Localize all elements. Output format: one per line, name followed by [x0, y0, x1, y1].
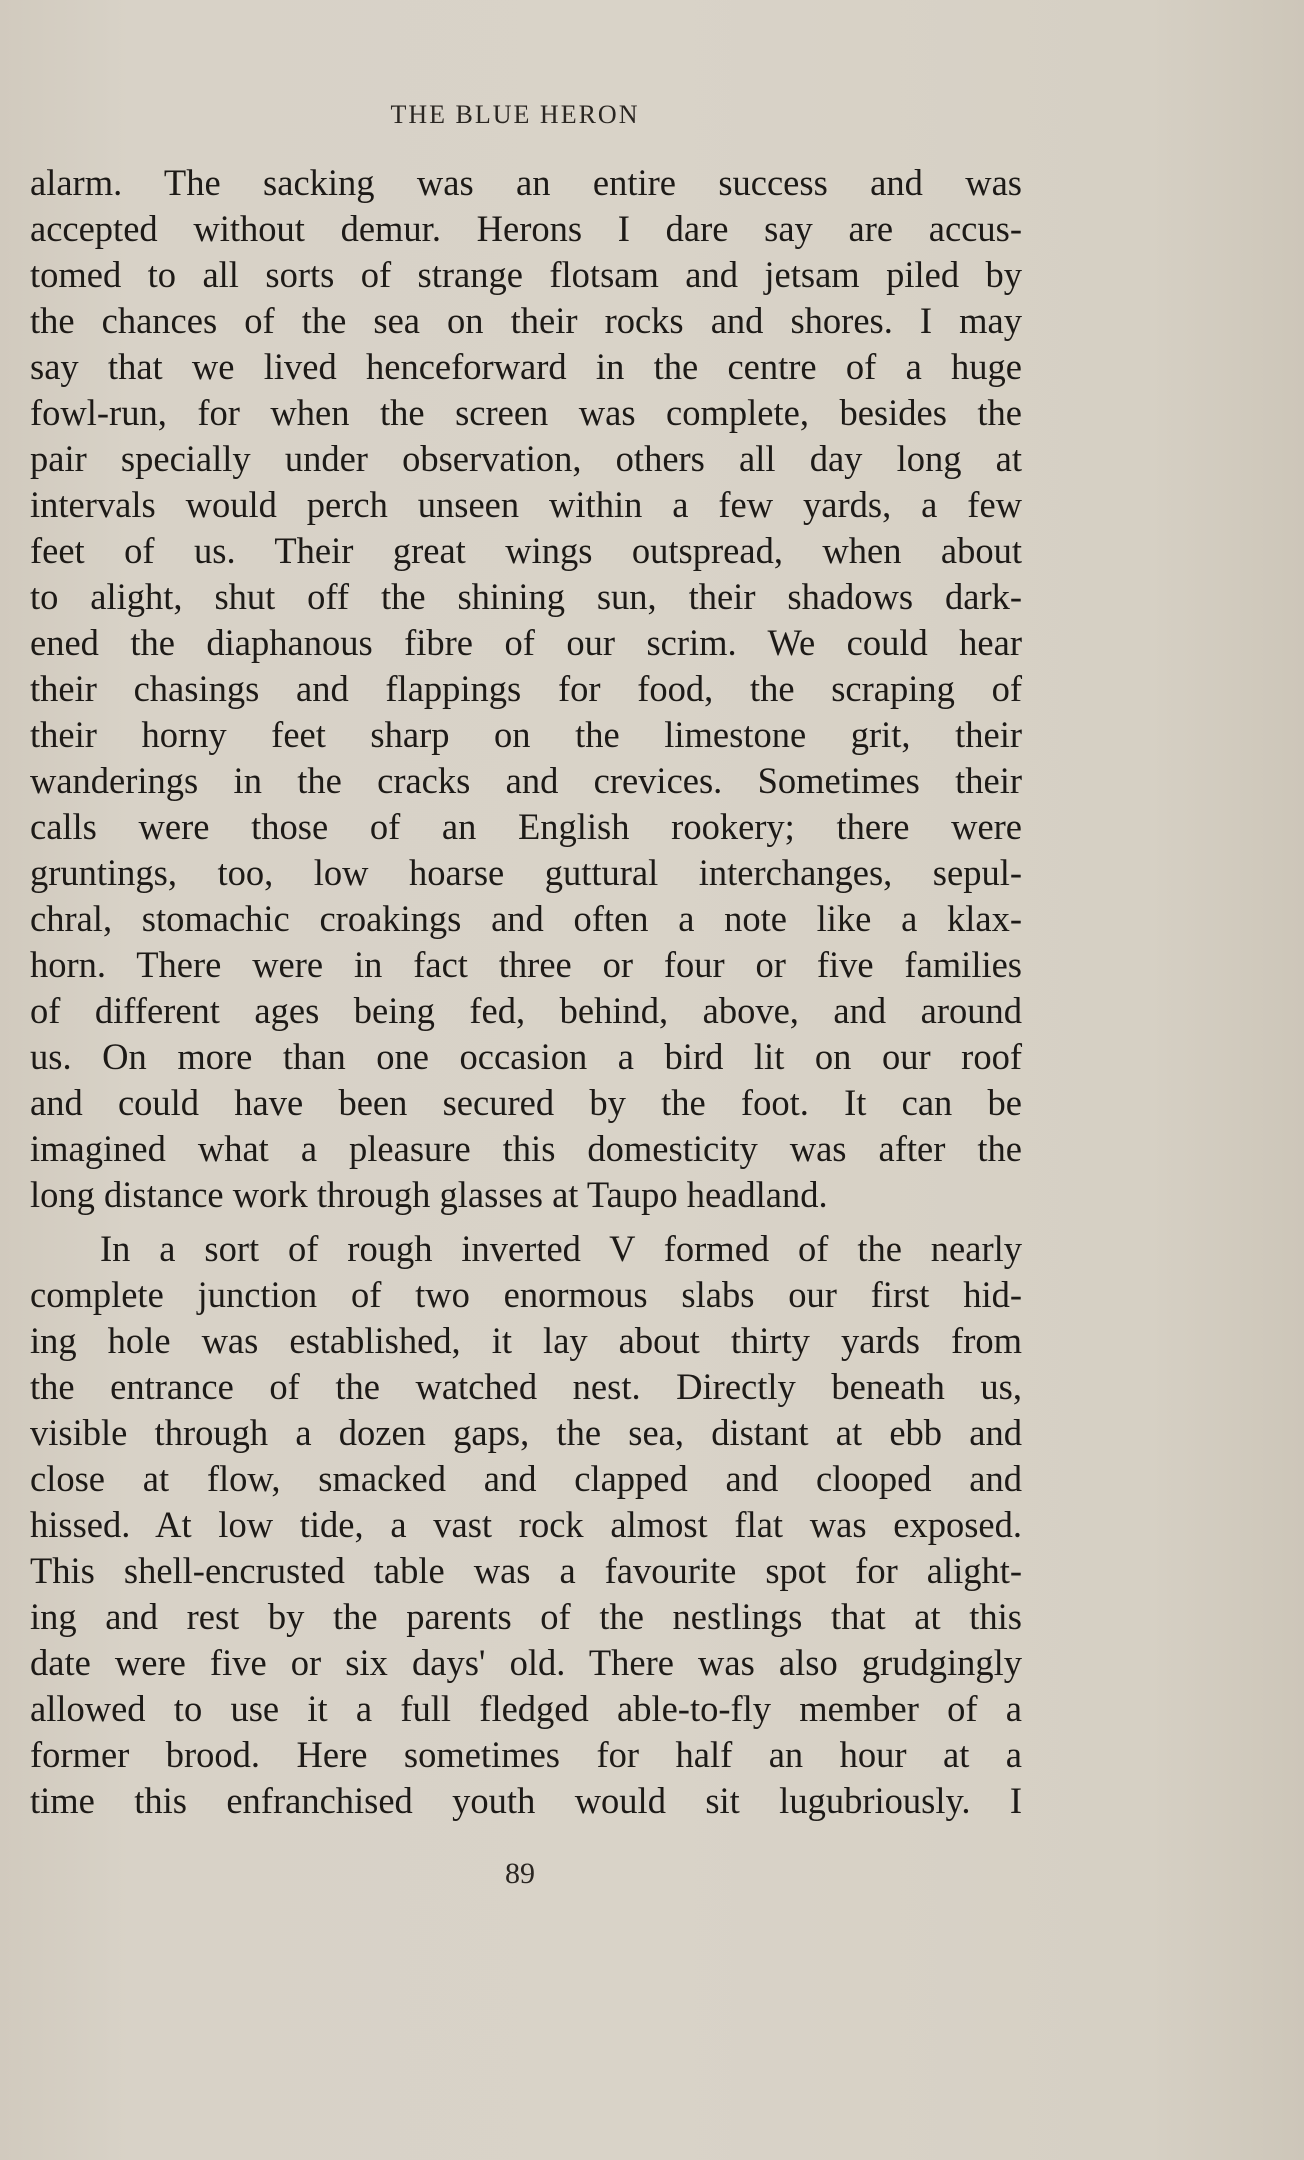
text-line: ing and rest by the parents of the nestlings that at this	[30, 1596, 1022, 1637]
text-line: time this enfranchised youth would sit lugubriously. I	[30, 1780, 1022, 1821]
text-line: us. On more than one occasion a bird lit on our roof	[30, 1036, 1022, 1077]
text-line: pair specially under observation, others all day long at	[30, 438, 1022, 479]
text-line: and could have been secured by the foot. It can be	[30, 1082, 1022, 1123]
running-head: THE BLUE HERON	[390, 100, 640, 129]
paragraph-2	[30, 1226, 1022, 1824]
text-line: calls were those of an English rookery; there were	[30, 806, 1022, 847]
text-line: feet of us. Their great wings outspread, when about	[30, 530, 1022, 571]
text-line: close at flow, smacked and clapped and clooped and	[30, 1458, 1022, 1499]
text-line: chral, stomachic croakings and often a note like a klax-	[30, 898, 1022, 939]
text-line: In a sort of rough inverted V formed of the nearly	[100, 1228, 1022, 1269]
text-line: imagined what a pleasure this domesticity was after the	[30, 1128, 1022, 1169]
text-line: say that we lived henceforward in the centre of a huge	[30, 346, 1022, 387]
text-line: visible through a dozen gaps, the sea, distant at ebb and	[30, 1412, 1022, 1453]
text-line: the entrance of the watched nest. Directly beneath us,	[30, 1366, 1022, 1407]
text-line: ened the diaphanous fibre of our scrim. We could hear	[30, 622, 1022, 663]
text-line: alarm. The sacking was an entire success and was	[30, 162, 1022, 203]
paragraph-1	[30, 160, 1022, 1218]
text-line: their chasings and flappings for food, the scraping of	[30, 668, 1022, 709]
text-line: the chances of the sea on their rocks and shores. I may	[30, 300, 1022, 341]
text-line: ing hole was established, it lay about thirty yards from	[30, 1320, 1022, 1361]
text-line: tomed to all sorts of strange flotsam and jetsam piled by	[30, 254, 1022, 295]
text-line: horn. There were in fact three or four or five families	[30, 944, 1022, 985]
text-line: to alight, shut off the shining sun, their shadows dark-	[30, 576, 1022, 617]
text-line: long distance work through glasses at Taupo headland.	[30, 1174, 828, 1215]
body-text	[30, 160, 1022, 1824]
paragraph-gap	[30, 1218, 1022, 1226]
page-number: 89	[505, 1857, 535, 1890]
text-line: hissed. At low tide, a vast rock almost flat was exposed.	[30, 1504, 1022, 1545]
text-line: allowed to use it a full fledged able-to-fly member of a	[30, 1688, 1022, 1729]
text-line: their horny feet sharp on the limestone grit, their	[30, 714, 1022, 755]
text-line: This shell-encrusted table was a favourite spot for alight-	[30, 1550, 1022, 1591]
text-line: of different ages being fed, behind, above, and around	[30, 990, 1022, 1031]
text-line: wanderings in the cracks and crevices. Sometimes their	[30, 760, 1022, 801]
text-line: former brood. Here sometimes for half an hour at a	[30, 1734, 1022, 1775]
text-line: intervals would perch unseen within a few yards, a few	[30, 484, 1022, 525]
text-line: complete junction of two enormous slabs our first hid-	[30, 1274, 1022, 1315]
text-line: date were five or six days' old. There was also grudgingly	[30, 1642, 1022, 1683]
text-line: gruntings, too, low hoarse guttural interchanges, sepul-	[30, 852, 1022, 893]
text-line: accepted without demur. Herons I dare say are accus-	[30, 208, 1022, 249]
text-line: fowl-run, for when the screen was complete, besides the	[30, 392, 1022, 433]
